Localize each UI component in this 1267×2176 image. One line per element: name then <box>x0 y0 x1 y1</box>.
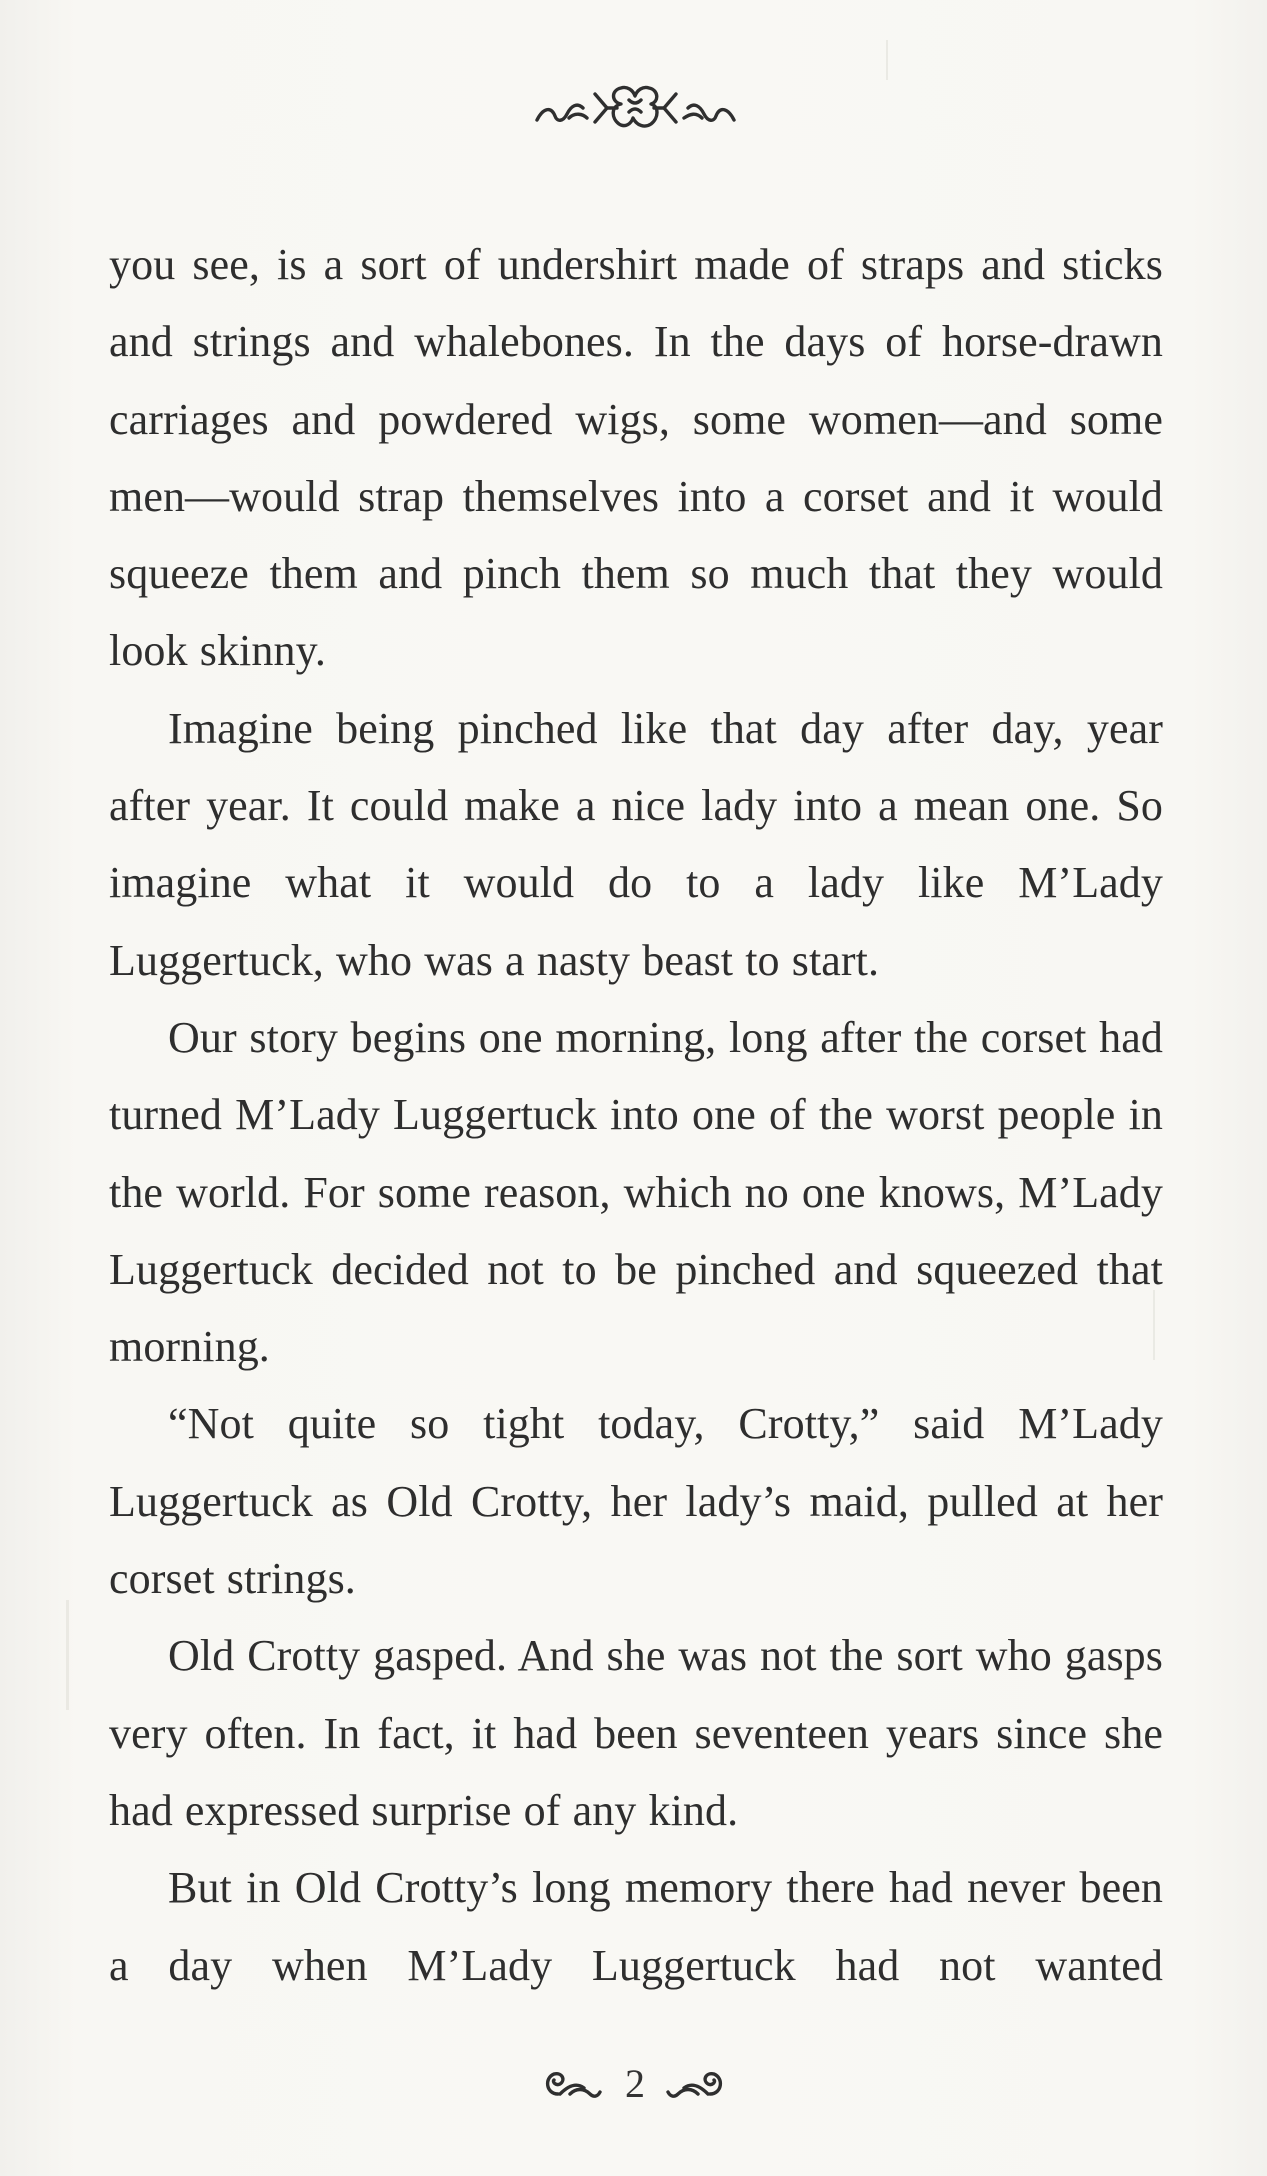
page-number: 2 <box>625 2061 645 2106</box>
paragraph: But in Old Crotty’s long memory there had never been a day when M’Lady Luggertuck had not wanted <box>109 1863 1163 1990</box>
ornament-icon <box>533 78 738 136</box>
paragraph: Old Crotty gasped. And she was not the sort who gasps very often. In fact, it had been seventeen years since she had expressed surprise of any kind. <box>109 1631 1163 1835</box>
body-text <box>109 226 1163 2004</box>
page-footer <box>540 2056 730 2112</box>
folio-left-ornament-icon <box>540 2064 602 2104</box>
paragraph: Imagine being pinched like that day after day, year after year. It could make a nice lady into a mean one. So imagine what it would do to a lady like M’Lady Luggertuck, who was a nasty beast to start. <box>109 703 1163 985</box>
folio-right-ornament-icon <box>666 2064 728 2104</box>
paper-mark <box>886 40 888 80</box>
paragraph: you see, is a sort of undershirt made of straps and sticks and strings and whalebones. In the days of horse-drawn carriages and powdered wigs, some women—and some men—would strap themselves into a corset and it would squeeze them and pinch them so much that they would look skinny. <box>109 240 1163 676</box>
paper-mark <box>66 1600 69 1710</box>
paragraph: “Not quite so tight today, Crotty,” said M’Lady Luggertuck as Old Crotty, her lady’s maid, pulled at her corset strings. <box>109 1399 1163 1604</box>
paragraph: Our story begins one morning, long after the corset had turned M’Lady Luggertuck into one of the worst people in the world. For some reason, which no one knows, M’Lady Luggertuck decided not to be pinched and squeezed that morning. <box>109 1012 1163 1372</box>
